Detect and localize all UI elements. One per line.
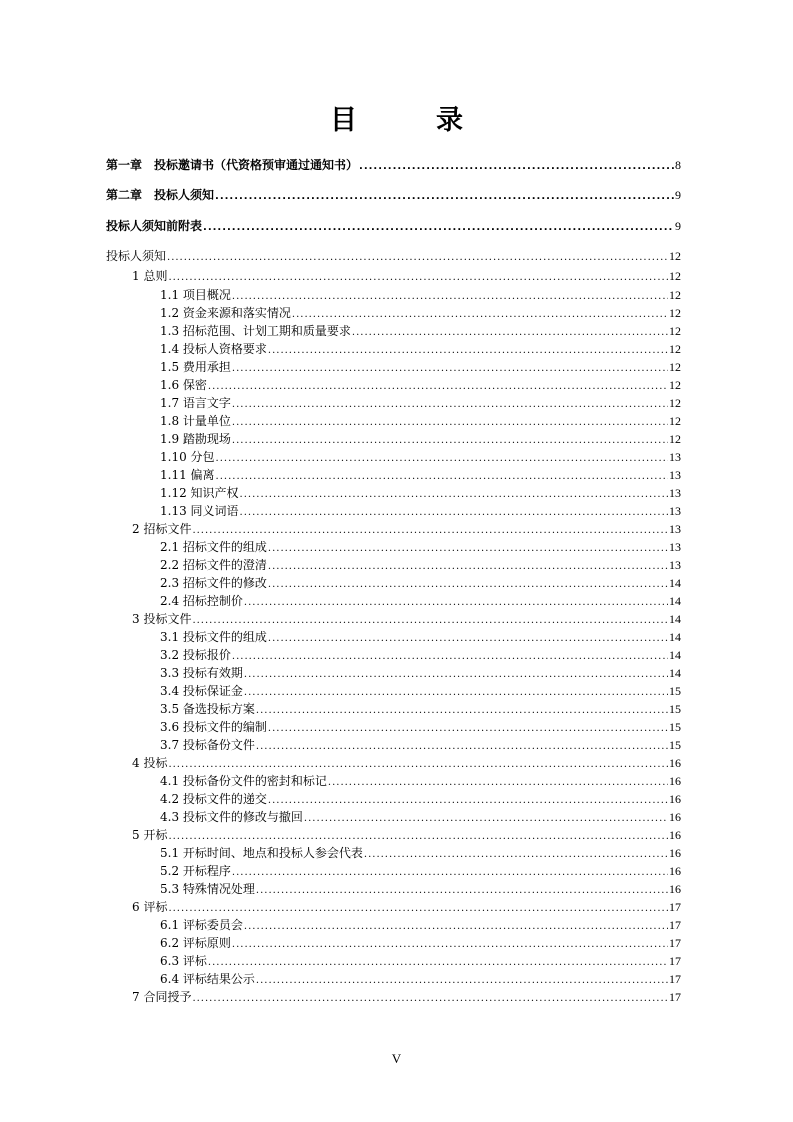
dot-leader xyxy=(240,487,668,503)
toc-entry[interactable] xyxy=(160,377,681,395)
dot-leader xyxy=(192,613,668,629)
toc-entry-page: 9 xyxy=(675,188,681,202)
page-title: 目 录 xyxy=(330,105,489,136)
toc-entry-page: 12 xyxy=(669,414,681,428)
toc-entry[interactable] xyxy=(160,395,681,413)
toc-entry[interactable] xyxy=(160,845,681,863)
toc-entry[interactable] xyxy=(132,755,681,773)
dot-leader xyxy=(232,397,668,413)
toc-entry-label: 6.1 评标委员会 xyxy=(160,918,243,932)
toc-entry-page: 15 xyxy=(669,720,681,734)
toc-entry-page: 14 xyxy=(669,594,681,608)
dot-leader xyxy=(256,883,668,899)
toc-entry[interactable] xyxy=(160,683,681,701)
toc-entry-page: 14 xyxy=(669,630,681,644)
toc-entry-label: 1.6 保密 xyxy=(160,378,207,392)
toc-entry-label: 1.12 知识产权 xyxy=(160,486,239,500)
toc-entry-label: 4.3 投标文件的修改与撤回 xyxy=(160,810,303,824)
toc-entry-page: 17 xyxy=(669,900,681,914)
toc-entry-label: 1.4 投标人资格要求 xyxy=(160,342,267,356)
toc-entry-page: 12 xyxy=(669,378,681,392)
toc-entry-label: 1.2 资金来源和落实情况 xyxy=(160,306,291,320)
dot-leader xyxy=(168,901,668,917)
dot-leader xyxy=(268,343,668,359)
dot-leader xyxy=(216,469,668,485)
toc-entry-page: 14 xyxy=(669,648,681,662)
dot-leader xyxy=(256,703,668,719)
dot-leader xyxy=(268,559,668,575)
dot-leader xyxy=(167,250,668,266)
dot-leader xyxy=(244,595,668,611)
toc-entry-label: 6.3 评标 xyxy=(160,954,207,968)
toc-entry[interactable] xyxy=(160,539,681,557)
toc-entry-label: 5.1 开标时间、地点和投标人参会代表 xyxy=(160,846,363,860)
toc-entry[interactable] xyxy=(160,719,681,737)
toc-entry-page: 16 xyxy=(669,864,681,878)
toc-entry-label: 6 评标 xyxy=(132,900,168,914)
toc-entry[interactable] xyxy=(160,593,681,611)
toc-entry[interactable] xyxy=(160,305,681,323)
dot-leader xyxy=(208,955,668,971)
dot-leader xyxy=(268,793,668,809)
page-number-footer: V xyxy=(391,1051,402,1066)
toc-entry-label: 2.4 招标控制价 xyxy=(160,594,243,608)
dot-leader xyxy=(240,505,668,521)
toc-entry-page: 13 xyxy=(669,468,681,482)
toc-entry[interactable] xyxy=(160,773,681,791)
dot-leader xyxy=(359,159,674,175)
toc-entry-label: 1 总则 xyxy=(132,269,168,283)
toc-entry-label: 1.1 项目概况 xyxy=(160,288,231,302)
toc-entry[interactable] xyxy=(160,413,681,431)
dot-leader xyxy=(256,739,668,755)
toc-entry[interactable] xyxy=(132,827,681,845)
toc-entry-page: 14 xyxy=(669,666,681,680)
toc-entry[interactable] xyxy=(160,485,681,503)
toc-entry[interactable] xyxy=(160,917,681,935)
toc-entry[interactable] xyxy=(106,157,681,175)
dot-leader xyxy=(192,991,668,1007)
toc-entry[interactable] xyxy=(160,881,681,899)
toc-entry-page: 15 xyxy=(669,684,681,698)
toc-entry-page: 16 xyxy=(669,792,681,806)
toc-entry-label: 1.8 计量单位 xyxy=(160,414,231,428)
toc-entry[interactable] xyxy=(160,971,681,989)
toc-entry-label: 4 投标 xyxy=(132,756,168,770)
dot-leader xyxy=(364,847,668,863)
dot-leader xyxy=(232,649,668,665)
toc-entry-label: 2.1 招标文件的组成 xyxy=(160,540,267,554)
toc-entry[interactable] xyxy=(160,665,681,683)
dot-leader xyxy=(352,325,668,341)
toc-entry[interactable] xyxy=(160,647,681,665)
toc-entry-label: 投标人须知 xyxy=(106,249,167,263)
dot-leader xyxy=(256,973,668,989)
toc-entry-label: 2.3 招标文件的修改 xyxy=(160,576,267,590)
toc-entry-label: 3.6 投标文件的编制 xyxy=(160,720,267,734)
toc-entry-label: 3.7 投标备份文件 xyxy=(160,738,255,752)
toc-entry[interactable] xyxy=(160,503,681,521)
toc-entry-page: 13 xyxy=(669,504,681,518)
toc-entry-label: 5 开标 xyxy=(132,828,168,842)
toc-entry-page: 13 xyxy=(669,522,681,536)
toc-entry-page: 12 xyxy=(669,432,681,446)
dot-leader xyxy=(232,289,668,305)
toc-entry-label: 第二章 投标人须知 xyxy=(106,188,215,202)
toc-entry[interactable] xyxy=(160,467,681,485)
toc-entry[interactable] xyxy=(160,863,681,881)
toc-entry-page: 12 xyxy=(669,324,681,338)
dot-leader xyxy=(232,865,668,881)
toc-entry-page: 12 xyxy=(669,249,681,263)
toc-entry-label: 投标人须知前附表 xyxy=(106,219,203,233)
toc-entry-page: 13 xyxy=(669,486,681,500)
toc-entry-label: 第一章 投标邀请书（代资格预审通过通知书） xyxy=(106,158,359,172)
toc-entry-label: 1.9 踏勘现场 xyxy=(160,432,231,446)
dot-leader xyxy=(216,451,668,467)
dot-leader xyxy=(244,919,668,935)
toc-entry-label: 3.1 投标文件的组成 xyxy=(160,630,267,644)
toc-entry[interactable] xyxy=(106,187,681,205)
toc-entry-page: 17 xyxy=(669,972,681,986)
toc-entry-label: 3 投标文件 xyxy=(132,612,192,626)
toc-entry[interactable] xyxy=(160,791,681,809)
dot-leader xyxy=(304,811,668,827)
toc-entry-page: 13 xyxy=(669,540,681,554)
toc-entry-page: 8 xyxy=(675,158,681,172)
toc-entry-page: 12 xyxy=(669,288,681,302)
toc-entry-label: 6.2 评标原则 xyxy=(160,936,231,950)
dot-leader xyxy=(215,189,674,205)
dot-leader xyxy=(192,523,668,539)
toc-entry-label: 3.3 投标有效期 xyxy=(160,666,243,680)
toc-entry[interactable] xyxy=(160,323,681,341)
toc-entry-label: 6.4 评标结果公示 xyxy=(160,972,255,986)
toc-entry[interactable] xyxy=(132,521,681,539)
dot-leader xyxy=(232,937,668,953)
toc-entry[interactable] xyxy=(160,449,681,467)
toc-entry-page: 12 xyxy=(669,306,681,320)
toc-entry-page: 17 xyxy=(669,918,681,932)
toc-entry-page: 12 xyxy=(669,360,681,374)
toc-entry[interactable] xyxy=(106,218,681,236)
toc-entry-label: 2.2 招标文件的澄清 xyxy=(160,558,267,572)
toc-entry[interactable] xyxy=(160,557,681,575)
toc-entry-page: 16 xyxy=(669,756,681,770)
toc-entry[interactable] xyxy=(160,953,681,971)
toc-entry-page: 13 xyxy=(669,558,681,572)
toc-entry-label: 5.3 特殊情况处理 xyxy=(160,882,255,896)
toc-entry-page: 14 xyxy=(669,612,681,626)
toc-entry[interactable] xyxy=(160,575,681,593)
toc-entry-label: 5.2 开标程序 xyxy=(160,864,231,878)
toc-entry[interactable] xyxy=(160,431,681,449)
toc-entry-page: 17 xyxy=(669,990,681,1004)
toc-entry-page: 14 xyxy=(669,576,681,590)
toc-entry-page: 16 xyxy=(669,882,681,896)
toc-entry-page: 16 xyxy=(669,774,681,788)
toc-entry[interactable] xyxy=(160,629,681,647)
dot-leader xyxy=(232,415,668,431)
toc-entry-label: 3.4 投标保证金 xyxy=(160,684,243,698)
dot-leader xyxy=(268,541,668,557)
dot-leader xyxy=(232,433,668,449)
toc-entry-page: 16 xyxy=(669,846,681,860)
dot-leader xyxy=(268,721,668,737)
toc-entry-label: 3.2 投标报价 xyxy=(160,648,231,662)
toc-entry[interactable] xyxy=(160,287,681,305)
dot-leader xyxy=(268,631,668,647)
dot-leader xyxy=(168,757,668,773)
toc-entry-page: 15 xyxy=(669,738,681,752)
dot-leader xyxy=(268,577,668,593)
toc-entry[interactable] xyxy=(106,248,681,266)
toc-entry[interactable] xyxy=(132,989,681,1007)
toc-entry[interactable] xyxy=(132,899,681,917)
toc-entry-label: 4.2 投标文件的递交 xyxy=(160,792,267,806)
toc-entry-page: 12 xyxy=(669,396,681,410)
toc-entry-label: 2 招标文件 xyxy=(132,522,192,536)
toc-entry[interactable] xyxy=(160,359,681,377)
toc-entry-page: 16 xyxy=(669,828,681,842)
dot-leader xyxy=(244,667,668,683)
dot-leader xyxy=(292,307,668,323)
toc-entry-page: 13 xyxy=(669,450,681,464)
toc-entry-page: 17 xyxy=(669,936,681,950)
toc-entry-label: 1.13 同义词语 xyxy=(160,504,239,518)
toc-entry-label: 1.3 招标范围、计划工期和质量要求 xyxy=(160,324,351,338)
toc-entry-page: 16 xyxy=(669,810,681,824)
toc-entry[interactable] xyxy=(160,737,681,755)
dot-leader xyxy=(244,685,668,701)
toc-entry[interactable] xyxy=(160,341,681,359)
dot-leader xyxy=(232,361,668,377)
dot-leader xyxy=(203,220,674,236)
toc-entry[interactable] xyxy=(160,809,681,827)
toc-entry-page: 17 xyxy=(669,954,681,968)
toc-entry-page: 12 xyxy=(669,269,681,283)
dot-leader xyxy=(328,775,668,791)
toc-entry[interactable] xyxy=(132,611,681,629)
toc-entry[interactable] xyxy=(160,701,681,719)
toc-entry-label: 1.10 分包 xyxy=(160,450,215,464)
toc-entry[interactable] xyxy=(160,935,681,953)
toc-entry-label: 4.1 投标备份文件的密封和标记 xyxy=(160,774,327,788)
dot-leader xyxy=(168,270,668,286)
toc-entry-label: 1.11 偏离 xyxy=(160,468,215,482)
toc-entry-label: 7 合同授予 xyxy=(132,990,192,1004)
toc-entry-label: 3.5 备选投标方案 xyxy=(160,702,255,716)
dot-leader xyxy=(208,379,668,395)
toc-entry-page: 9 xyxy=(675,219,681,233)
toc-entry-page: 12 xyxy=(669,342,681,356)
toc-entry-label: 1.5 费用承担 xyxy=(160,360,231,374)
toc-entry-page: 15 xyxy=(669,702,681,716)
toc-entry-label: 1.7 语言文字 xyxy=(160,396,231,410)
toc-entry[interactable] xyxy=(132,268,681,286)
dot-leader xyxy=(168,829,668,845)
